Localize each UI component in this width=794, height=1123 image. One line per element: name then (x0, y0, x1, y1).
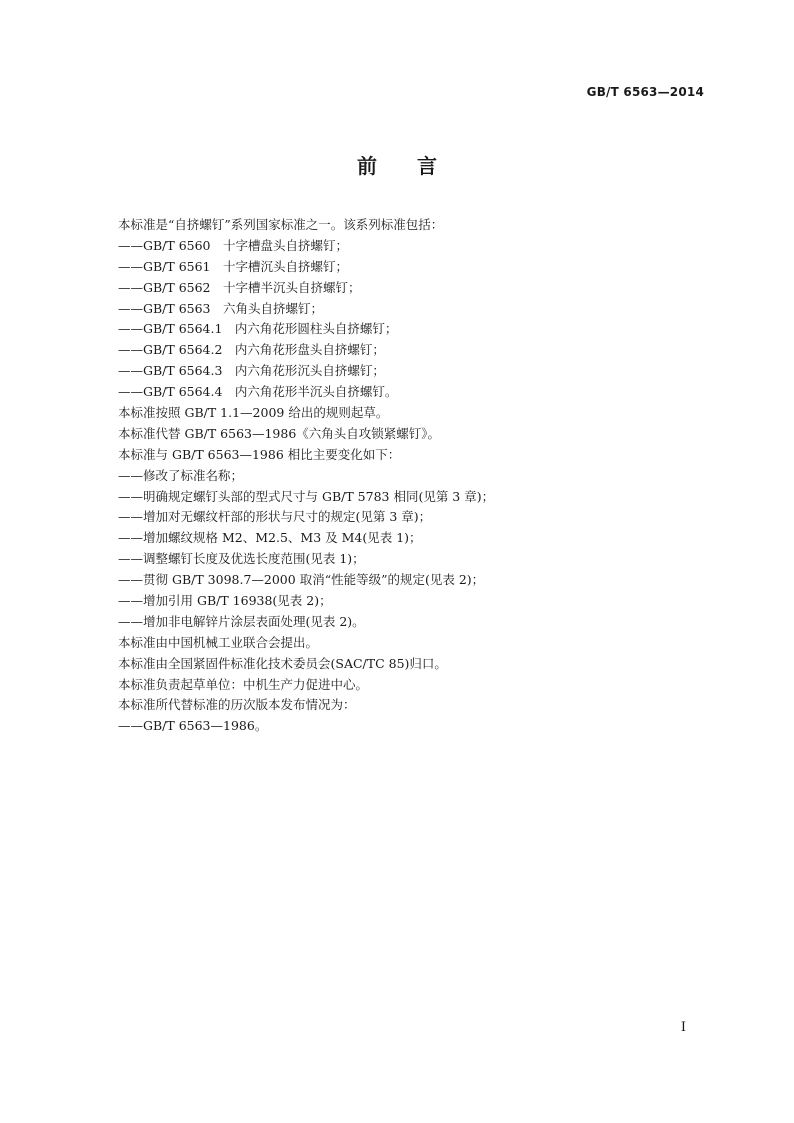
page-number: I (680, 1020, 686, 1035)
text-line: ——修改了标准名称； (118, 467, 244, 483)
text-line: 本标准是“自挤螺钉”系列国家标准之一。该系列标准包括： (118, 217, 444, 232)
text-line: 本标准代替 GB/T 6563—1986《六角头自攻锁紧螺钉》。 (118, 425, 441, 441)
text-line: ——GB/T 6563 六角头自挤螺钉； (118, 300, 324, 316)
text-line: ——GB/T 6563—1986。 (118, 718, 268, 734)
text-line: ——增加螺纹规格 M2、M2.5、M3 及 M4(见表 1)； (118, 530, 422, 546)
text-line: ——明确规定螺钉头部的型式尺寸与 GB/T 5783 相同(见第 3 章)； (118, 488, 495, 504)
foreword-body (118, 215, 698, 737)
text-line: ——GB/T 6564.1 内六角花形圆柱头自挤螺钉； (118, 321, 398, 337)
text-line: 本标准按照 GB/T 1.1—2009 给出的规则起草。 (118, 405, 389, 421)
text-line: 本标准由中国机械工业联合会提出。 (118, 634, 319, 650)
text-line: 本标准所代替标准的历次版本发布情况为： (118, 697, 356, 713)
standard-code: GB/T 6563—2014 (586, 85, 704, 99)
text-line: ——GB/T 6564.4 内六角花形半沉头自挤螺钉。 (118, 384, 398, 400)
text-line: ——增加对无螺纹杆部的形状与尺寸的规定(见第 3 章)； (118, 509, 432, 525)
text-line: 本标准与 GB/T 6563—1986 相比主要变化如下： (118, 446, 401, 462)
text-line: 本标准由全国紧固件标准化技术委员会(SAC/TC 85)归口。 (118, 655, 447, 671)
text-line: ——调整螺钉长度及优选长度范围(见表 1)； (118, 551, 365, 567)
text-line: ——增加引用 GB/T 16938(见表 2)； (118, 593, 332, 609)
text-line: ——贯彻 GB/T 3098.7—2000 取消“性能等级”的规定(见表 2)； (118, 572, 485, 588)
page-title: 前言 (357, 154, 477, 178)
text-line: ——GB/T 6564.2 内六角花形盘头自挤螺钉； (118, 342, 385, 358)
text-line: ——GB/T 6561 十字槽沉头自挤螺钉； (118, 258, 349, 274)
text-line: ——GB/T 6560 十字槽盘头自挤螺钉； (118, 237, 349, 253)
text-line: ——GB/T 6562 十字槽半沉头自挤螺钉； (118, 279, 361, 295)
text-line: ——GB/T 6564.3 内六角花形沉头自挤螺钉； (118, 363, 385, 379)
text-line: ——增加非电解锌片涂层表面处理(见表 2)。 (118, 613, 365, 629)
text-line: 本标准负责起草单位：中机生产力促进中心。 (118, 676, 369, 692)
